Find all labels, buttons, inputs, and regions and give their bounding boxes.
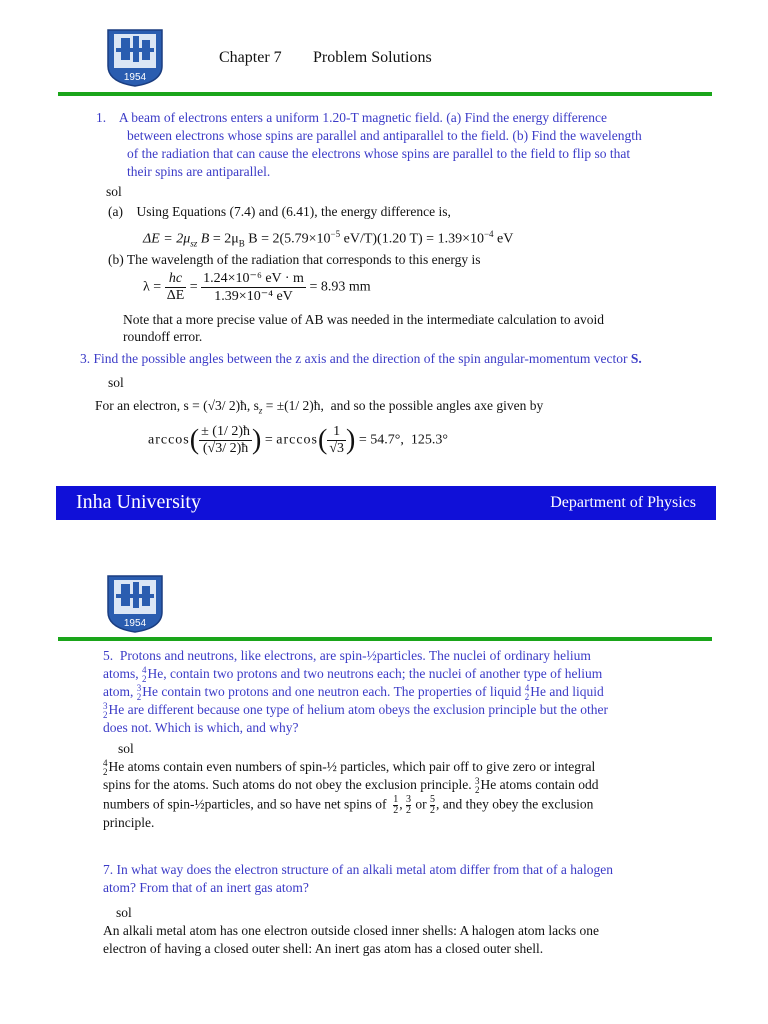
problem-1-line-4: their spins are antiparallel. bbox=[127, 164, 271, 179]
problem-7-sol-line-1: An alkali metal atom has one electron outside closed inner shells: A halogen atom lacks one bbox=[103, 923, 599, 938]
problem-5-line-2: atoms, 4 2 He, contain two protons and two neutrons each; the nuclei of another type of helium bbox=[103, 664, 603, 684]
problem-1-line-3: of the radiation that can cause the electrons whose spins are parallel to the field to flip so that bbox=[127, 146, 631, 161]
chapter-label: Chapter 7 bbox=[219, 49, 282, 66]
sol-label: sol bbox=[116, 905, 132, 920]
footer-department: Department of Physics bbox=[550, 494, 696, 511]
footer-bar bbox=[56, 486, 716, 520]
divider-rule bbox=[58, 92, 712, 96]
page-title: Problem Solutions bbox=[313, 49, 432, 66]
problem-5-sol-line-3: numbers of spin-½particles, and so have net spins of $\frac{1}{2}$ , $\frac{3}{2}$ or $\frac{5}{2}$ , and they obey the exclusion bbox=[103, 794, 594, 816]
problem-7-line-1: 7. In what way does the electron structure of an alkali metal atom differ from that of a halogen bbox=[103, 862, 613, 877]
divider-rule bbox=[58, 637, 712, 641]
problem-5-line-3: atom, 3 2 He contain two protons and one neutron each. The properties of liquid 4 2 He and liquid bbox=[103, 682, 604, 702]
university-logo bbox=[104, 26, 166, 88]
sol-label: sol bbox=[108, 375, 124, 390]
note-line-2: roundoff error. bbox=[123, 329, 203, 344]
problem-5-line-4: 3 2 He are different because one type of helium atom obeys the exclusion principle but the other bbox=[103, 700, 608, 720]
part-b-text: (b) The wavelength of the radiation that corresponds to this energy is bbox=[108, 252, 481, 267]
problem-1-line-2: between electrons whose spins are parallel and antiparallel to the field. (b) Find the wavelength bbox=[127, 128, 642, 143]
university-logo bbox=[104, 572, 166, 634]
sol-label: sol bbox=[106, 184, 122, 199]
problem-1-line-1: 1. A beam of electrons enters a uniform 1.20-T magnetic field. (a) Find the energy difference bbox=[96, 110, 607, 125]
footer-university: Inha University bbox=[76, 491, 201, 513]
part-a-text: (a) Using Equations (7.4) and (6.41), the energy difference is, bbox=[108, 204, 451, 219]
energy-equation: $\Delta E = 2\mu_{sz}$ $B = 2\mu_B$ $B = 2(5.79\times 10^{-5}$ eV/T)(1.20 $T) = 1.39\times 10^{-4}$ eV bbox=[143, 229, 514, 249]
problem-7-line-2: atom? From that of an inert gas atom? bbox=[103, 880, 309, 895]
problem-3-text: 3. Find the possible angles between the z axis and the direction of the spin angular-momentum vector S. bbox=[80, 351, 642, 366]
note-line-1: Note that a more precise value of AB was needed in the intermediate calculation to avoid bbox=[123, 312, 604, 327]
problem-5-sol-line-4: principle. bbox=[103, 815, 155, 830]
svg-text:1954: 1954 bbox=[123, 72, 147, 83]
problem-5-line-5: does not. Which is which, and why? bbox=[103, 720, 299, 735]
svg-text:1954: 1954 bbox=[123, 618, 147, 629]
problem-5-sol-line-2: spins for the atoms. Such atoms do not obey the exclusion principle. 3 2 He atoms contain odd bbox=[103, 775, 599, 795]
problem-7-sol-line-2: electron of having a closed outer shell: An inert gas atom has a closed outer shell. bbox=[103, 941, 544, 956]
wavelength-equation: λ = $\frac{hc}{\Delta E}$ = $\frac{\text{1.24×10⁻⁶ eV · m}}{\text{1.39×10⁻⁴ eV}}$ = 8.93 mm bbox=[143, 271, 371, 304]
arccos-equation: arccos( $\frac{\pm (1/ 2)ħ}{(√3/ 2)ħ}$ ) = arccos( $\frac{1}{√3}$ ) = 54.7°, 125.3° bbox=[148, 424, 448, 456]
problem-5-sol-line-1: 4 2 He atoms contain even numbers of spin-½ particles, which pair off to give zero or integral bbox=[103, 757, 596, 777]
problem-3-solution: For an electron, s = (√3/ 2)ħ, $s_z = \pm(1/$ 2)ħ, and so the possible angles axe given by bbox=[95, 398, 544, 416]
problem-5-line-1: 5. Protons and neutrons, like electrons, are spin-½particles. The nuclei of ordinary helium bbox=[103, 648, 591, 663]
sol-label: sol bbox=[118, 741, 134, 756]
